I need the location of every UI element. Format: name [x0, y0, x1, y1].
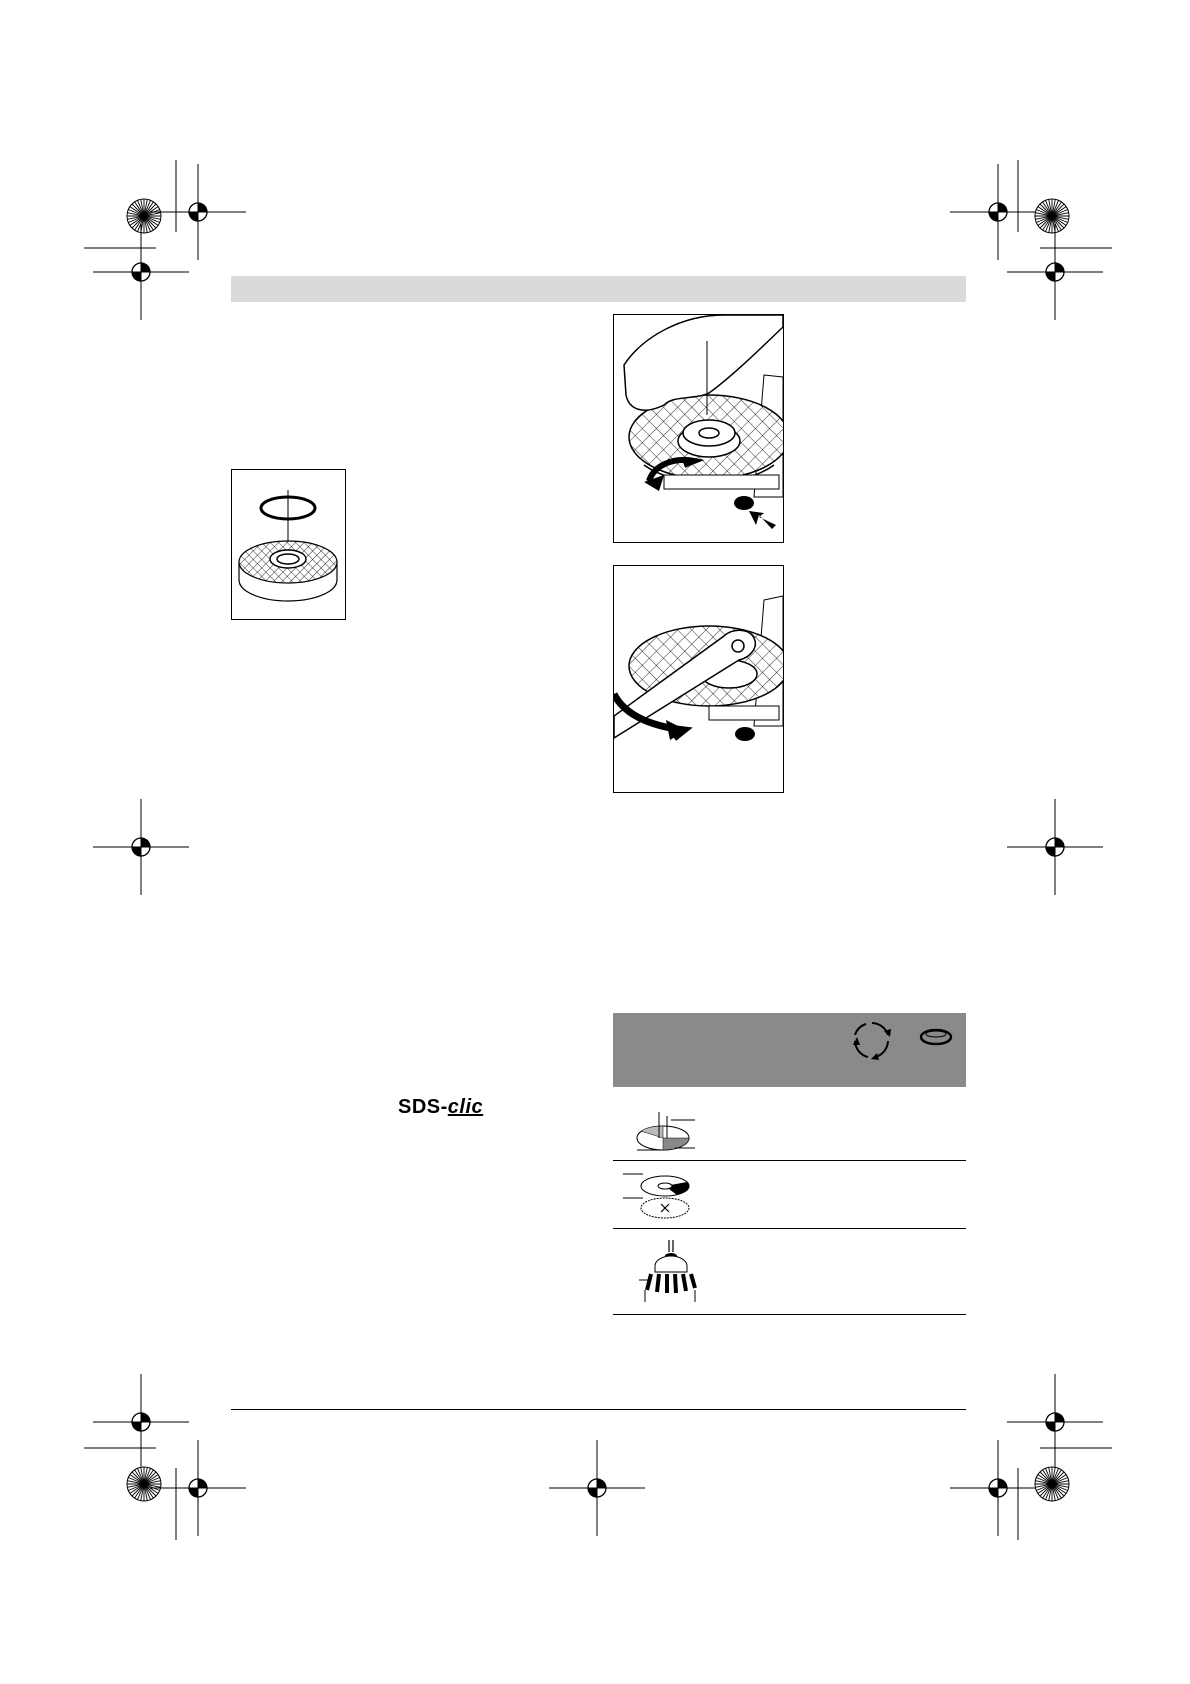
header-bar [231, 276, 966, 302]
accessories-table-row [613, 1228, 966, 1312]
ring-icon [918, 1025, 954, 1049]
sds-clic-logo [398, 1096, 483, 1119]
sds-clic-logo-prefix: SDS- [398, 1096, 448, 1118]
sds-clic-logo-suffix: clic [447, 1096, 484, 1118]
hand-tightening-nut-illustration [613, 314, 784, 543]
cup-brush-illustration [635, 1238, 705, 1304]
o-ring-and-wheel-illustration [231, 469, 346, 620]
flap-disc-illustration [631, 1110, 701, 1156]
accessories-table-header [613, 1013, 966, 1087]
accessories-table-row [613, 1160, 966, 1228]
footer-rule [231, 1409, 966, 1410]
table-bottom-rule [613, 1314, 966, 1315]
accessories-table-row [613, 1100, 966, 1160]
wrench-tightening-nut-illustration [613, 565, 784, 793]
recycle-icon [851, 1019, 893, 1061]
grinding-disc-illustration [621, 1168, 701, 1224]
